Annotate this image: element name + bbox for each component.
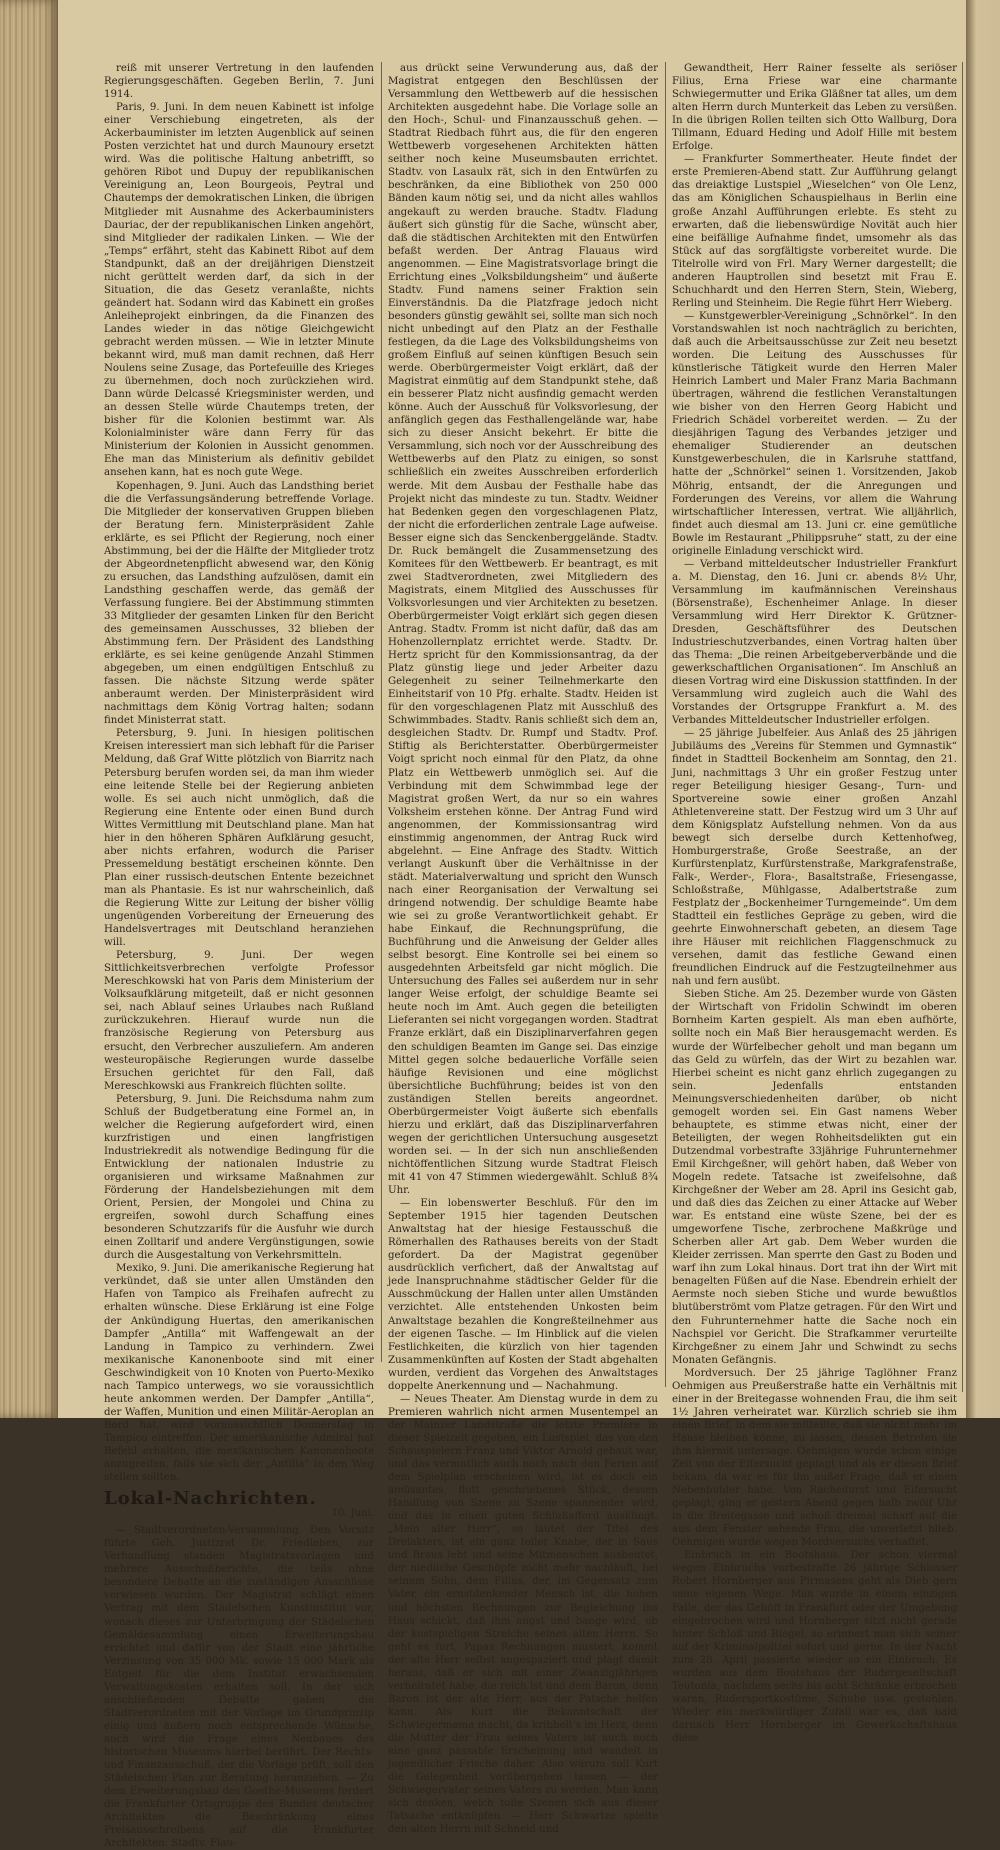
article-paragraph: — Kunstgewerbler-Vereinigung „Schnörkel“. In den Vorstandswahlen ist noch nachträglich zu berichten, daß auch die Arbeitsausschüsse zur Zeit neu besetzt worden. Die Leitung des Ausschusses für künstlerische Tätigkeit wurde den Herren Maler Heinrich Lambert und Maler Franz Maria Bachmann übertragen, während die festlichen Veranstaltungen wie bisher von den Herren Georg Habicht und Friedrich Schädel vorbereitet werden. — Zu der diesjährigen Tagung des Verbandes jetziger und ehemaliger Studierender an deutschen Kunstgewerbeschulen, die in Karlsruhe stattfand, hatte der „Schnörkel“ seinen 1. Vorsitzenden, Jakob Möhrig, entsandt, der die Anregungen und Forderungen des Vereins, vor allem die Wahrung wirtschaftlicher Interessen, vertrat. Wie alljährlich, findet auch diesmal am 13. Juni cr. eine gemütliche Bowle im Restaurant „Philippsruhe“ statt, zu der eine originelle Einladung verschickt wird. [672, 310, 957, 557]
article-paragraph: Paris, 9. Juni. In dem neuen Kabinett ist infolge einer Verschiebung eingetreten, als der Ackerbauminister im letzten Augenblick auf seinen Posten verzichtet hat und durch Maunoury ersetzt wird. Was die politische Haltung anbetrifft, so gehören Ribot und Dupuy der republikanischen Vereinigung an, Leon Bourgeois, Peytral und Chautemps der demokratischen Linken, die übrigen Mitglieder mit Ausnahme des Ackerbauministers Dauriac, der der republikanischen Linken angehört, sind Mitglieder der radikalen Linken. — Wie der „Temps“ erfährt, steht das Kabinett Ribot auf dem Standpunkt, daß an der dreijährigen Dienstzeit nicht gerüttelt werden darf, da sich in der Situation, die das Gesetz veranlaßte, nichts geändert hat. Sodann wird das Kabinett ein großes Anleiheprojekt einbringen, da die Finanzen des Landes wieder in das nötige Gleichgewicht gebracht werden müssen. — Wie in letzter Minute bekannt wird, muß man damit rechnen, daß Herr Noulens seine Zusage, das Portefeuille des Krieges zu übernehmen, doch noch zurückziehen wird. Dann würde Delcassé Kriegsminister werden, und an dessen Stelle würde Chautemps treten, der bisher für die Kolonien bestimmt war. Als Kolonialminister wäre dann Ferry für das Ministerium der Kolonien in Aussicht genommen. Ehe man das Ministerium als definitiv gebildet ansehen kann, hat es noch gute Wege. [104, 102, 374, 479]
column-b [388, 62, 658, 1836]
article-paragraph: reiß mit unserer Vertretung in den laufenden Regierungsgeschäften. Gegeben Berlin, 7. Juni 1914. [104, 63, 374, 101]
article-paragraph: Mexiko, 9. Juni. Die amerikanische Regierung hat verkündet, daß sie unter allen Umständen den Hafen von Tampico als Freihafen aufrecht zu erhalten wünsche. Diese Erklärung ist eine Folge der Ankündigung Huertas, den amerikanischen Dampfer „Antilla“ mit Waffengewalt an der Landung in Tampico zu verhindern. Zwei mexikanische Kanonenboote sind mit einer Geschwindigkeit von 10 Knoten von Puerto-Mexiko nach Tampico unterwegs, wo sie voraussichtlich heute ankommen werden. Der Dampfer „Antilla“, der Waffen, Munition und einen Militär-Aeroplan an Bord hat, wird voraussichtlich Donnerstag in Tampico eintreffen. Der amerikanische Admiral hat Befehl erhalten, die mexikanischen Kanonenboote anzugreifen, falls sie sich der „Antilla“ in den Weg stellen sollten. [104, 1263, 374, 1484]
article-paragraph: Gewandtheit, Herr Rainer fesselte als seriöser Filius, Erna Friese war eine charmante Schwiegermutter und Erika Gläßner tat alles, um dem alten Herrn durch Munterkeit das Leben zu versüßen. In die übrigen Rollen teilten sich Otto Wallburg, Dora Tillmann, Eduard Heding und Adolf Hille mit bestem Erfolge. [672, 63, 957, 153]
column-rule [381, 62, 382, 1362]
article-paragraph: — Verband mitteldeutscher Industrieller Frankfurt a. M. Dienstag, den 16. Juni cr. abends 8½ Uhr, Versammlung im kaufmännischen Vereinshaus (Börsenstraße), Eschenheimer Anlage. In dieser Versammlung wird Herr Direktor K. Grützner-Dresden, Geschäftsführer des Deutschen Industrieschutzverbandes, einen Vortrag halten über das Thema: „Die reinen Arbeitgeberverbände und die gewerkschaftlichen Organisationen“. Im Anschluß an diesen Vortrag wird eine Diskussion stattfinden. In der Versammlung wird zugleich auch die Wahl des Vorstandes der Ortsgruppe Frankfurt a. M. des Verbandes Mitteldeutscher Industrieller erfolgen. [672, 558, 957, 727]
article-paragraph: — Ein lobenswerter Beschluß. Für den im September 1915 hier tagenden Deutschen Anwaltstag hat der hiesige Festausschuß die Römerhallen des Rathauses bereits von der Stadt gefordert. Da der Magistrat gegenüber ausdrücklich verfichert, daß der Anwaltstag auf jede Inanspruchnahme städtischer Gelder für die Ausschmückung der Hallen unter allen Umständen verzichtet. Alle entstehenden Unkosten beim Anwaltstage bezahlen die Kongreßteilnehmer aus der eigenen Tasche. — Im Hinblick auf die vielen Festlichkeiten, die kürzlich von hier tagenden Zusammenkünften auf Kosten der Stadt abgehalten wurden, verdient das Vorgehen des Anwaltstages doppelte Anerkennung und — Nachahmung. [388, 1198, 658, 1392]
section-heading: Lokal-Nachrichten. [104, 1488, 317, 1510]
article-paragraph: — 25 jährige Jubelfeier. Aus Anlaß des 25 jährigen Jubiläums des „Vereins für Stemmen und Gymnastik“ findet in Stadtteil Bockenheim am Sonntag, den 21. Juni, nachmittags 3 Uhr ein großer Festzug unter reger Beteiligung hiesiger Gesang-, Turn- und Sportvereine sowie einer großen Anzahl Athletenvereine statt. Der Festzug wird um 3 Uhr auf dem Königsplatz Aufstellung nehmen. Von da aus bewegt sich derselbe durch Kettenhofweg, Homburgerstraße, Große Seestraße, an der Kurfürstenplatz, Kurfürstenstraße, Markgrafenstraße, Falk-, Werder-, Flora-, Basaltstraße, Friesengasse, Schloßstraße, Mühlgasse, Adalbertstraße zum Festplatz der „Bockenheimer Turngemeinde“. Um dem Stadtteil ein festliches Gepräge zu geben, wird die geehrte Einwohnerschaft gebeten, an diesem Tage ihre Häuser mit reichlichen Flaggenschmuck zu versehen, damit das festliche Gewand einen freundlichen Eindruck auf die Festzugteilnehmer aus nah und fern ausübt. [672, 728, 957, 988]
article-paragraph: — Neues Theater. Am Dienstag wurde in dem zu Premieren wahrlich nicht armen Musentempel an der Mainzer Landstraße die letzte Premiere in dieser Spielzeit gegeben, ein Lustspiel, das von den Schauspielern Franz und Viktor Arnold gebaut war, und das vermutlich auch noch nach den Ferien auf dem Spielplan erscheinen wird, ist es doch ein amüsantes, flott geschriebenes Stück, dessen Handlung von Szene zu Szene spannender wird, und das in einen guten Schlußafford ausklingt. „Mein alter Herr“, so lautet der Titel des Dreiakters, ist ein ganz toller Knabe, der in Saus und Braus lebt und seine Mitmenschen ausbeutet, der niedliche Geschöpfe nicht mehr nachläuft, bei seinem Sohn, dem Filius, der, im Gegensatz zum Vater, ein ernstdenkender Mensch ist, die hohen und höchsten Rechnungen zur Begleichung ins Haus schickt, daß ihm angst und bange wird, ob der kostspieligen Streiche seines alten Herrn. So geht es fort, Papas Rechnungen mustert, kommt der alte Herr selbst angespaziert und plagt damit heraus, daß er sich mit einer Zwanzigjährigen verheiratet habe, die reich ist und dem Baron, denn Baron ist der alte Herr, aus der Patsche helfen kann. Als Kurt die Bekanntschaft der Schwiegermama macht, da kribbelt's im Herz, denn die Mutter der Frau seines Vaters ist auch noch eine ganz passable Erscheinung und wandelt in jugendlicher Frische daher. Also warum soll Kurt die Gelegenheit vorübergehen lassen — der Schwiegervater seines Vaters zu werden. Man kann sich denken, welch tolle Szenen sich aus dieser Tatsache entknüpfen. — Herr Schwartze spielte den alten Herrn mit Schneid und [388, 1393, 658, 1836]
article-paragraph: Petersburg, 9. Juni. Die Reichsduma nahm zum Schluß der Budgetberatung eine Formel an, in welcher die Regierung aufgefordert wird, einen kurzfristigen und einen langfristigen Industriekredit als notwendige Bedingung für die Entwicklung der nationalen Industrie zu organisieren und wirksame Maßnahmen zur Förderung der Handelsbeziehungen mit dem Orient, Persien, der Mongolei und China zu ergreifen, sowohl durch Schaffung eines besonderen Schutzzarifs für die Ausfuhr wie durch einen Zolltarif und andere Vergünstigungen, sowie durch die Ausgestaltung von Verkehrsmitteln. [104, 1093, 374, 1262]
article-paragraph: aus drückt seine Verwunderung aus, daß der Magistrat entgegen den Beschlüssen der Versammlung den Wettbewerb auf die hessischen Architekten ausgedehnt habe. Die Vorlage solle an den Hoch-, Schul- und Finanzausschuß gehen. — Stadtrat Riedbach führt aus, die für den engeren Wettbewerb vorgesehenen Architekten hätten seither noch keine Museumsbauten errichtet. Stadtv. von Lasaulx rät, sich in den Entwürfen zu beschränken, da eine Bibliothek von 250 000 Bänden kaum nötig sei, und da nicht alles wahllos angekauft zu werden brauche. Stadtv. Fladung äußert sich günstig für die Sache, wünscht aber, daß die städtischen Architekten mit den Entwürfen befaßt werden. Der Antrag Flauaus wird angenommen. — Eine Magistratsvorlage bringt die Errichtung eines „Volksbildungsheim“ und äußerte Stadtv. Fund namens seiner Fraktion sein Einverständnis. Da die Platzfrage jedoch nicht besonders günstig gewählt sei, sollte man sich noch nicht unbedingt auf den Platz an der Festhalle festlegen, da die Lage des Volksbildungsheims von großem Einfluß auf seinen künftigen Besuch sein werde. Oberbürgermeister Voigt erklärt, daß der Magistrat einmütig auf dem Standpunkt stehe, daß ein besserer Platz nicht ausfindig gemacht werden könne. Auch der Ausschuß für Volksvorlesung, der anfänglich gegen das Festhallengelände war, habe sich zu dieser Ansicht bekehrt. Er bitte die Versammlung, sich noch vor der Ausschreibung des Wettbewerbs auf den Platz zu einigen, so sonst schließlich ein zweites Ausschreiben erforderlich werde. Mit dem Ausbau der Festhalle habe das Projekt nicht das mindeste zu tun. Stadtv. Weidner hat Bedenken gegen den vorgeschlagenen Platz, der nicht die erforderlichen zentrale Lage aufweise. Besser eigne sich das Senckenberggelände. Stadtv. Dr. Ruck bemängelt die Zusammensetzung des Komitees für den Wettbewerb. Er beantragt, es mit zwei Stadtverordneten, zwei Mitgliedern des Magistrats, einem Mitglied des Ausschusses für Volksvorlesungen und vier Architekten zu besetzen. Oberbürgermeister Voigt erklärt sich gegen diesen Antrag. Stadtv. Fromm ist nicht dafür, daß das am Hohenzollernplatz errichtet werde. Stadtv. Dr. Hertz spricht für den Kommissionsantrag, da der Platz günstig liege und jeder Arbeiter dazu Gelegenheit zu seiner Teilnehmerkarte den Einheitstarif von 10 Pfg. erhalte. Stadtv. Heiden ist für den vorgeschlagenen Platz mit Ausschluß des Schwimmbades. Stadtv. Ranis schließt sich dem an, desgleichen Stadtv. Dr. Rumpf und Stadtv. Prof. Stiftig als Berichterstatter. Oberbürgermeister Voigt spricht noch einmal für den Platz, da ohne Platz ein Wettbewerb unmöglich sei. Auf die Verbindung mit dem Schwimmbad lege der Magistrat großen Wert, da nur so ein wahres Volksheim erstehen könne. Der Antrag Fund wird angenommen, der Kommissionsantrag wird einstimmig angenommen, der Antrag Ruck wird abgelehnt. — Eine Anfrage des Stadtv. Wittich verlangt Auskunft über die Verhältnisse in der städt. Materialverwaltung und spricht den Wunsch nach einer Reorganisation der Verwaltung sei dringend notwendig. Der schuldige Beamte habe wie sei zu große Verantwortlichkeit gehabt. Er habe Einkauf, die Rechnungsprüfung, die Buchführung und die Anweisung der Gelder alles selbst besorgt. Eine Kontrolle sei bei einem so ausgedehnten Arbeitsfeld gar nicht möglich. Die Untersuchung des Falles sei außerdem nur in sehr langer Weise erfolgt, der schuldige Beamte sei heute noch im Amt. Auch gegen die beteiligten Lieferanten sei nicht vorgegangen worden. Stadtrat Franze erklärt, daß ein Disziplinarverfahren gegen den schuldigen Beamten im Gange sei. Das einzige Mittel gegen solche bedauerliche Vorfälle seien häufige Revisionen und eine möglichst übersichtliche Buchführung; beides ist von den zuständigen Stellen bereits angeordnet. Oberbürgermeister Voigt äußerte sich ebenfalls hierzu und erklärt, daß das Disziplinarverfahren wegen der gerichtlichen Untersuchung ausgesetzt worden sei. — In der sich nun anschließenden nichtöffentlichen Sitzung wurde Stadtrat Fleisch mit 41 von 47 Stimmen wiedergewählt. Schluß 8¾ Uhr. [388, 63, 658, 1197]
section-date: 10. Juni. [331, 1508, 374, 1520]
article-paragraph: Mordversuch. Der 25 jährige Taglöhner Franz Oehmigen aus Preußerstraße hatte ein Verhältnis mit einer in der Breitegasse wohnenden Frau, die ihm seit 1½ Jahren verheiratet war. Kürzlich schrieb sie ihm einen Brief, in dem sie mitteilte, daß sie nicht mehr im Hause bleiben könne, zu lassen, dessen Betreten sie ihm hiermit untersage. Oehmigen wurde schon einige Zeit von der Eifersucht geplagt und als er diesen Brief bekam, da war es für ihn außer Frage, daß er einen Nebenbuhler habe. Von Rachedurst und Eifersucht geplagt, ging er gestern Abend gegen halb zwölf Uhr in die Breitegasse und schoß dreimal scharf auf die aus dem Fenster sehende Frau, die unverletzt blieb. Oehmigen wurde wegen Mordversuchs verhaftet. [672, 1367, 957, 1549]
article-paragraph: — Frankfurter Sommertheater. Heute findet der erste Premieren-Abend statt. Zur Aufführung gelangt das dreiaktige Lustspiel „Wieselchen“ von Ole Lenz, das am Königlichen Schauspielhaus in Berlin eine große Anzahl Aufführungen erlebte. Es steht zu erwarten, daß die liebenswürdige Novität auch hier eine beifällige Aufnahme findet, umsomehr als das Stück auf das sorgfältigste vorbereitet wurde. Die Titelrolle wird von Frl. Mary Werner dargestellt; die anderen Hauptrollen sind besetzt mit Frau E. Schuchhardt und den Herren Stern, Stein, Wieberg, Rerling und Steinheim. Die Regie führt Herr Wieberg. [672, 154, 957, 309]
article-paragraph: Einbruch in ein Bootshaus. Der schon viermal wegen Einbruchs vorbestrafte 26 jährige Schlosser Robert Hornberger aus Pirmasens geht als Dieb gern seine eigenen Wege. Man wurde in einem einzigen Falle, der das Gehöft in Frankfurt oder der Umgebung eingebrochen wird und Hornberger sitzt nicht gerade hinter Schloß und Riegel, so erinnert man sich seiner auf der Kriminalpolizei sofort und gerne. In der Nacht zum 28. April passierte wieder so ein Einbruch. Es wurden aus dem Bootshaus der Rudergesellschaft Teutonia, nachdem sechs bis acht Schränke erbrochen waren, Rudersportkostüme, Schuhe usw. gestohlen. Wieder ein merkwürdiger Zufall war es, daß bald darnach Herr Hornberger im Gewerkschaftshaus diese [672, 1550, 957, 1744]
column-a [104, 62, 374, 1850]
article-paragraph: Petersburg, 9. Juni. Der wegen Sittlichkeitsverbrechen verfolgte Professor Mereschkowski hat von Paris dem Ministerium der Volksaufklärung mitgeteilt, daß er nicht gesonnen sei, nach Ablauf seines Urlaubes nach Rußland zurückzukehren. Hierauf wurde nun die französische Regierung von Petersburg aus ersucht, den Verbrecher auszuliefern. Am anderen westeuropäische Regierungen wurde dasselbe Ersuchen gerichtet für den Fall, daß Mereschkowski aus Frankreich flüchten sollte. [104, 950, 374, 1092]
article-paragraph: — Stadtverordneten-Versammlung. Den Vorsitz führte Geh. Justizrat Dr. Friedleben, zur Verhandlung standen Magistratsvorlagen und mehrere Ausschußberichte, die teils ohne besondere Debatte an die zuständigen Ausschüsse verwiesen wurden. Der Magistrat schlägt einen Vertrag mit dem Städelschen Kunstinstitut vor, wonach dieses zur Unterbringung der Städelschen Gemäldesammlung einen Erweiterungsbau errichtet und dafür von der Stadt eine jährliche Verzinsung von 35 000 Mk. sowie 15 000 Mark als Entgelt für die dem Institut erwachsenden Verwaltungskosten erhalten soll. In der sich anschließenden Debatte gaben die Stadtverordneten mit der Vorlage im Grundprinzip einig und äußern noch entsprechende Wünsche, auch wird die Frage eines Neubaues des historischen Museums hierbei berührt. Der Rechts- und Finanzausschuß, der die Vorlage prüft, soll den Städelschen Plan zur Beratung heranziehen. — Zu dem Erweiterungsbau des Goethe-Museums fordert die Frankfurter Ortsgruppe des Bundes deutscher Architekten die Beschränkung eines Preisausschreibens auf die Frankfurter Architekten. Stadtv. Flau- [104, 1525, 374, 1850]
page-binding [0, 0, 58, 1418]
column-rule [665, 62, 666, 1387]
column-rule [962, 62, 963, 1392]
article-paragraph: Petersburg, 9. Juni. In hiesigen politischen Kreisen interessiert man sich lebhaft für die Pariser Meldung, daß Graf Witte plötzlich von Biarritz nach Petersburg berufen worden sei, da man ihm wieder eine leitende Stelle bei der Regierung anbieten wolle. Es sei auch nicht unmöglich, daß die Regierung eine Entente oder einen Bund durch Wittes Vermittlung mit Deutschland plane. Man hat hier in den höheren Sphären Aufklärung gesucht, aber nichts erfahren, wodurch die Pariser Pressemeldung bestätigt erscheinen könnte. Den Plan einer russisch-deutschen Entente bezeichnet man als Phantasie. Es ist nur wahrscheinlich, daß die Regierung Witte zur Leitung der bisher völlig ungenügenden Vorbereitung der Erneuerung des Handelsvertrages mit Deutschland heranziehen will. [104, 728, 374, 949]
article-paragraph: Kopenhagen, 9. Juni. Auch das Landsthing beriet die die Verfassungsänderung betreffende Vorlage. Die Mitglieder der konservativen Gruppen blieben der Beratung fern. Ministerpräsident Zahle erklärte, es sei Pflicht der Regierung, noch einer Abstimmung, bei der die Hälfte der Mitglieder trotz der Abgeordnetenpflicht abwesend war, den König zu ersuchen, das Landsthing aufzulösen, damit ein Landsthing geschaffen werde, das gemäß der Verfassung fungiere. Bei der Abstimmung stimmten 33 Mitglieder der gesamten Linken für den Bericht des gemeinsamen Ausschusses, 32 blieben der Abstimmung fern. Der Präsident des Landsthing erklärte, es sei keine genügende Anzahl Stimmen abgegeben, um einen endgültigen Entschluß zu fassen. Die nächste Sitzung werde später anberaumt werden. Der Ministerpräsident wird nachmittags dem König Vortrag halten; sodann findet Ministerrat statt. [104, 480, 374, 727]
column-c [672, 62, 957, 1744]
article-paragraph: Sieben Stiche. Am 25. Dezember wurde von Gästen der Wirtschaft von Fridolin Schwindt im oberen Bornheim Karten gespielt. Als man eben aufhörte, sollte noch ein Maß Bier herausgemacht werden. Es wurde der Würfelbecher geholt und man begann um das Geld zu würfeln, das der Wirt zu bezahlen war. Hierbei scheint es nicht ganz ehrlich zugegangen zu sein. Jedenfalls entstanden Meinungsverschiedenheiten darüber, ob nicht gemogelt worden sei. Ein Gast namens Weber behauptete, es stimme etwas nicht, einer der Beteiligten, der wegen Rohheitsdelikten gut ein Dutzendmal vorbestrafte 33jährige Fuhrunternehmer Emil Kirchgeßner, will gehört haben, daß Weber von Mogeln redete. Tatsache ist zweifelsohne, daß Kirchgeßner der Weber am 28. April ins Gesicht gab, und daß dies das Zeichen zu einer Attacke auf Weber war. Es entstand eine wüste Szene, bei der es umgeworfene Tische, zerbrochene Maßkrüge und Scherben aller Art gab. Dem Weber wurden die Kleider zerrissen. Man sperrte den Gast zu Boden und warf ihn zum Lokal hinaus. Dort trat ihn der Wirt mit benagelten Füßen auf die Nase. Ebendrein erhielt der Aermste noch sieben Stiche und wurde bewußtlos blutüberströmt vom Platze getragen. Für den Wirt und den Fuhrunternehmer hatte die Sache noch ein Nachspiel vor Gericht. Die Strafkammer verurteilte Kirchgeßner zu einem Jahr und Schwindt zu sechs Monaten Gefängnis. [672, 989, 957, 1366]
page-edge [966, 0, 1000, 1418]
